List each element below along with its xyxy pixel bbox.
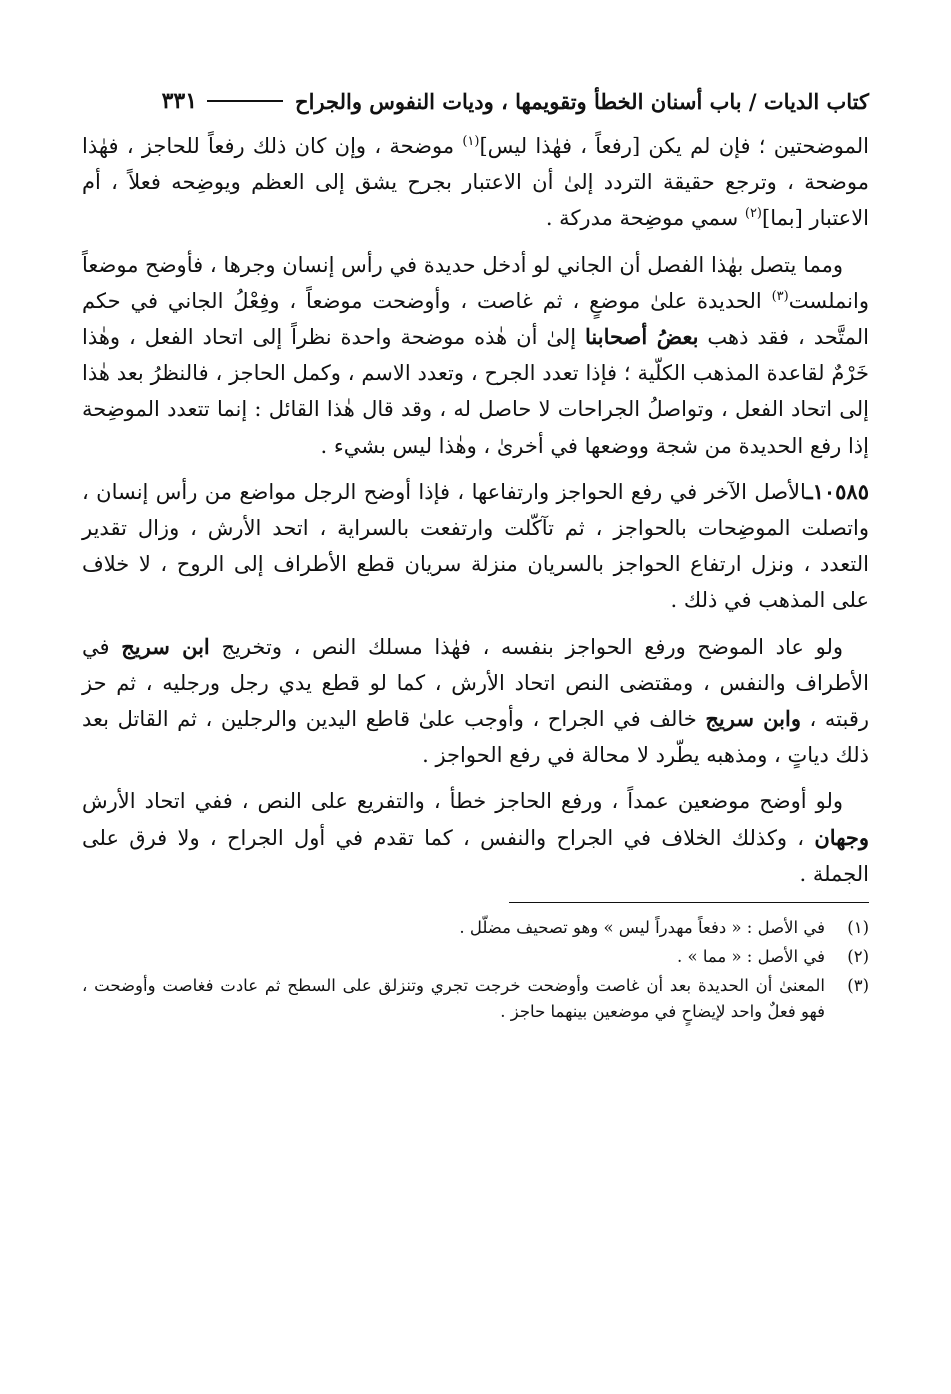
footnote: [82, 915, 869, 941]
running-header: [82, 80, 869, 122]
footnote-reference: (١): [462, 134, 480, 149]
running-title: كتاب الديات / باب أسنان الخطأ وتقويمها ، وديات النفوس والجراح: [295, 88, 869, 114]
text-run: ، وكذلك الخلاف في الجراح والنفس ، كما تقدم في أول الجراح ، ولا فرق على الجملة .: [82, 825, 869, 886]
text-run: الأصل الآخر في رفع الحواجز وارتفاعها ، فإذا أوضح الرجل مواضع من رأس إنسان ، واتصلت الموضِحات بالحواجز ، ثم تآكّلت وارتفعت بالسراية ، اتحد الأرش ، وزال تقدير التعدد ، ونزل ارتفاع الحواجز بالسريان منزلة سريان قطع الأطراف إلى الروح ، لا خلاف على المذهب في ذلك .: [82, 479, 869, 613]
footnotes: [82, 915, 869, 1025]
footnote-number: (٢): [847, 947, 869, 967]
bold-text: بعضُ أصحابنا: [585, 324, 699, 350]
paragraph: [82, 128, 869, 237]
page-number: ٣٣١: [161, 88, 198, 114]
text-run: الحديدة علىٰ موضعٍ ، ثم غاصت ، وأوضحت موضعاً ، وفِعْلُ الجاني في حكم المتَّحد ، فقد ذهب: [82, 288, 870, 350]
text-run: إلىٰ أن هٰذه موضحة واحدة نظراً إلى اتحاد الفعل ، وهٰذا خَرْمٌ لقاعدة المذهب الكلّية ؛ فإذا تعدد الجرح ، وتعدد الاسم ، وكمل الحاجز ، فالنظرُ بعد هٰذا إلى اتحاد الفعل ، وتواصلُ الجراحات لا حاصل له ، وقد قال هٰذا القائل : إنما تتعدد الموضِحة إذا رفع الحديدة من شجة ووضعها في أخرىٰ ، وهٰذا ليس بشيء .: [82, 325, 869, 458]
text-run: في الأطراف والنفس ، ومقتضى النص اتحاد الأرش ، كما لو قطع يدي رجل ورجليه ، ثم حز رقبته ،: [82, 634, 870, 732]
paragraph: [82, 474, 869, 619]
main-text: [82, 128, 869, 892]
bold-text: ابن سريج: [121, 633, 210, 659]
footnote-text: المعنىٰ أن الحديدة بعد أن غاصت وأوضحت خرجت تجري وتنزلق على السطح ثم عادت فغاصت وأوضحت ، فهو فعلٌ واحد لإيضاحٍ في موضعين بينهما حاجز .: [82, 976, 825, 1022]
footnote-number: (١): [847, 918, 869, 938]
footnote: [82, 944, 869, 970]
bold-text: وابن سريج: [705, 706, 801, 732]
footnote-reference: (٣): [771, 288, 789, 304]
text-run: ولو عاد الموضح ورفع الحواجز بنفسه ، فهٰذا مسلك النص ، وتخريج: [209, 634, 844, 659]
footnote-text: في الأصل : « دفعاً مهدراً ليس » وهو تصحيف مضلّل .: [459, 918, 825, 938]
footnote-reference: (٢): [744, 206, 762, 222]
text-run: ومما يتصل بهٰذا الفصل أن الجاني لو أدخل حديدة في رأس إنسان وجرها ، فأوضح موضعاً وانملست: [82, 252, 869, 313]
footnote-text: في الأصل : « مما » .: [676, 947, 825, 967]
paragraph: [82, 783, 869, 892]
bold-text: وجهان: [814, 824, 869, 850]
paragraph: [82, 629, 869, 774]
footnote-separator: [509, 902, 869, 903]
footnote-number: (٣): [847, 976, 869, 996]
text-run: سمي موضِحة مدركة .: [545, 206, 745, 231]
page-content: [82, 80, 869, 1028]
text-run: الموضحتين ؛ فإن لم يكن [رفعاً ، فهٰذا ليس]: [479, 134, 869, 158]
text-run: ولو أوضح موضعين عمداً ، ورفع الحاجز خطأ ، والتفريع على النص ، ففي اتحاد الأرش: [82, 789, 843, 814]
header-rule: [207, 100, 283, 102]
text-run: خالف في الجراح ، وأوجب علىٰ قاطع اليدين والرجلين ، ثم القاتل بعد ذلك دياتٍ ، ومذهبه يطّرد لا محالة في رفع الحواجز .: [82, 707, 869, 768]
bold-text: ١٠٥٨٥ـ: [806, 478, 869, 504]
paragraph: [82, 247, 869, 464]
text-run: موضحة ، وإن كان ذلك رفعاً للحاجز ، فهٰذا موضحة ، وترجع حقيقة التردد إلىٰ أن الاعتبار بجرح يشق إلى العظم ويوضِحه فعلاً ، أم الاعتبار [بما]: [82, 134, 869, 231]
footnote: [82, 973, 869, 1025]
